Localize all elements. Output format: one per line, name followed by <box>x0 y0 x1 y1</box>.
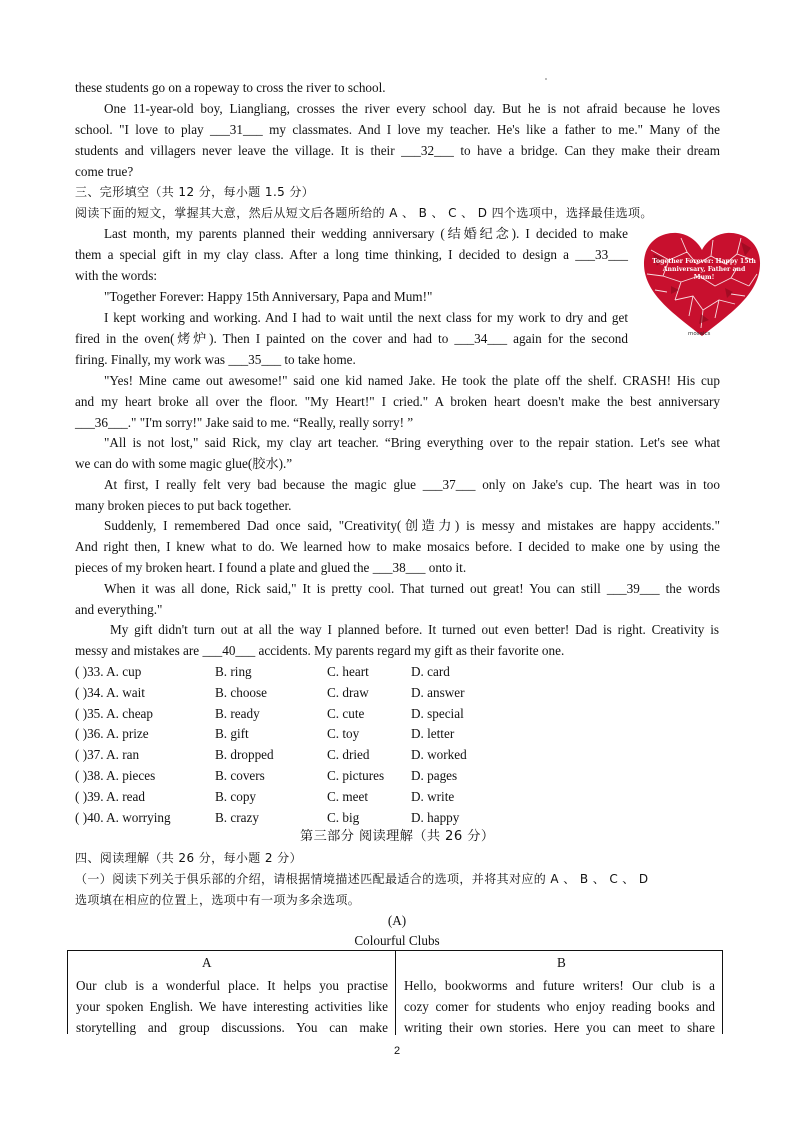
option-b: B. copy <box>215 789 257 804</box>
option-d: D. letter <box>411 726 455 741</box>
cloze-line: fired in the oven(烤炉). Then I painted on the cover and had to ___34___ again for the second <box>75 331 628 346</box>
cloze-line: My gift didn't turn out at all the way I planned before. It turned out even better! Dad is right. Creativity is <box>110 622 719 637</box>
cloze-line: we can do with some magic glue(胶水).” <box>75 456 293 471</box>
column-head-b: B <box>557 955 566 970</box>
cloze-line: Suddenly, I remembered Dad once said, "Creativity(创造力) is messy and mistakes are happy accidents." <box>104 518 720 533</box>
option-b: B. covers <box>215 768 265 783</box>
page-number: 2 <box>393 1045 401 1057</box>
club-b-line: cozy comer for students who enjoy reading books and <box>404 999 715 1014</box>
cloze-line: "Yes! Mine came out awesome!" said one kid named Jake. He took the plate off the shelf. CRASH! His cup <box>104 373 720 388</box>
part-title: 第三部分 阅读理解（共 26 分） <box>300 829 495 844</box>
option-b: B. ready <box>215 706 260 721</box>
cloze-line: When it was all done, Rick said," It is pretty cool. That turned out great! You can still ___39___ the words <box>104 581 720 596</box>
clubs-table <box>67 950 723 1034</box>
option-c: C. dried <box>327 747 370 762</box>
option-d: D. special <box>411 706 464 721</box>
option-c: C. meet <box>327 789 369 804</box>
option-d: D. answer <box>411 685 465 700</box>
club-b-text <box>404 975 715 1038</box>
option-number: ( )37. A. ran <box>75 747 140 762</box>
option-d: D. card <box>411 664 450 679</box>
club-b-line: Hello, bookworms and future writers! Our club is a <box>404 978 715 993</box>
option-d: D. write <box>411 789 455 804</box>
option-b: B. dropped <box>215 747 274 762</box>
heart-image-caption: Together Forever: Happy 15th Anniversary, Father and Mum! <box>652 258 756 281</box>
section-instruction: 选项填在相应的位置上，选项中有一项为多余选项。 <box>75 893 361 907</box>
passage-title: Colourful Clubs <box>354 933 440 948</box>
cloze-line: and everything." <box>75 602 163 617</box>
option-c: C. big <box>327 810 360 825</box>
cloze-line: And right then, I knew what to do. We learned how to make mosaics before. I decided to make one by using the <box>75 539 720 554</box>
passage-line: come true? <box>75 164 134 179</box>
option-d: D. worked <box>411 747 467 762</box>
cloze-line: Last month, my parents planned their wedding anniversary (结婚纪念). I decided to make <box>104 226 628 241</box>
passage-label: (A) <box>387 913 407 928</box>
cloze-line: "All is not lost," said Rick, my clay art teacher. “Bring everything over to the repair station. Let's see what <box>104 435 720 450</box>
option-c: C. heart <box>327 664 369 679</box>
option-b: B. gift <box>215 726 249 741</box>
cloze-line: At first, I really felt very bad because the magic glue ___37___ only on Jake's cup. The heart was in too <box>104 477 720 492</box>
club-a-line: your spoken English. We have interesting activities like <box>76 999 388 1014</box>
option-c: C. cute <box>327 706 365 721</box>
option-c: C. pictures <box>327 768 385 783</box>
cloze-line: ___36___." "I'm sorry!" Jake said to me. “Really, really sorry! ” <box>75 415 414 430</box>
table-divider <box>395 951 396 1035</box>
option-number: ( )38. A. pieces <box>75 768 156 783</box>
option-b: B. ring <box>215 664 252 679</box>
section-heading: 四、阅读理解（共 26 分，每小题 2 分） <box>75 851 302 865</box>
passage-line: students and villagers never leave the village. It is their ___32___ to have a bridge. Can they make their dream <box>75 143 720 158</box>
club-b-line: writing their own stories. Here you can meet to share <box>404 1020 715 1035</box>
option-c: C. draw <box>327 685 369 700</box>
cloze-line: messy and mistakes are ___40___ accidents. My parents regard my gift as their favorite one. <box>75 643 565 658</box>
column-head-a: A <box>202 955 212 970</box>
cloze-line: with the words: <box>75 268 158 283</box>
club-a-line: storytelling and group discussions. You can make <box>76 1020 388 1035</box>
cloze-line: I kept working and working. And I had to wait until the next class for my work to dry and get <box>104 310 628 325</box>
passage-line: school. "I love to play ___31___ my classmates. And I love my teacher. He's like a father to me." Many of the <box>75 122 720 137</box>
option-d: D. pages <box>411 768 458 783</box>
passage-line: these students go on a ropeway to cross the river to school. <box>75 80 386 95</box>
scan-speck <box>545 78 547 80</box>
section-heading: 三、完形填空（共 12 分，每小题 1.5 分） <box>75 185 315 199</box>
club-a-text <box>76 975 388 1038</box>
option-b: B. crazy <box>215 810 259 825</box>
heart-image-label: mosaics <box>688 331 711 337</box>
cloze-line: and my heart broke all over the floor. "My Heart!" I cried." A broken heart doesn't make the best anniversary <box>75 394 720 409</box>
option-c: C. toy <box>327 726 360 741</box>
option-d: D. happy <box>411 810 460 825</box>
cloze-line: them a special gift in my clay class. After a long time thinking, I decided to design a ___33___ <box>75 247 628 262</box>
cloze-line: pieces of my broken heart. I found a plate and glued the ___38___ onto it. <box>75 560 467 575</box>
option-number: ( )36. A. prize <box>75 726 149 741</box>
option-number: ( )40. A. worrying <box>75 810 171 825</box>
section-instruction: 阅读下面的短文，掌握其大意，然后从短文后各题所给的 A 、 B 、 C 、 D 四个选项中，选择最佳选项。 <box>75 206 653 220</box>
cloze-line: firing. Finally, my work was ___35___ to take home. <box>75 352 356 367</box>
option-number: ( )34. A. wait <box>75 685 145 700</box>
option-number: ( )35. A. cheap <box>75 706 153 721</box>
cloze-line: "Together Forever: Happy 15th Anniversary, Papa and Mum!" <box>104 289 433 304</box>
option-number: ( )39. A. read <box>75 789 145 804</box>
option-b: B. choose <box>215 685 268 700</box>
section-instruction: （一）阅读下列关于俱乐部的介绍，请根据情境描述匹配最适合的选项，并将其对应的 A 、 B 、 C 、 D <box>75 872 649 886</box>
broken-heart-mosaic-image <box>641 230 763 340</box>
passage-line: One 11-year-old boy, Liangliang, crosses the river every school day. But he is not afraid because he loves <box>104 101 720 116</box>
option-number: ( )33. A. cup <box>75 664 142 679</box>
cloze-line: many broken pieces to put back together. <box>75 498 292 513</box>
club-a-line: Our club is a wonderful place. It helps you practise <box>76 978 388 993</box>
